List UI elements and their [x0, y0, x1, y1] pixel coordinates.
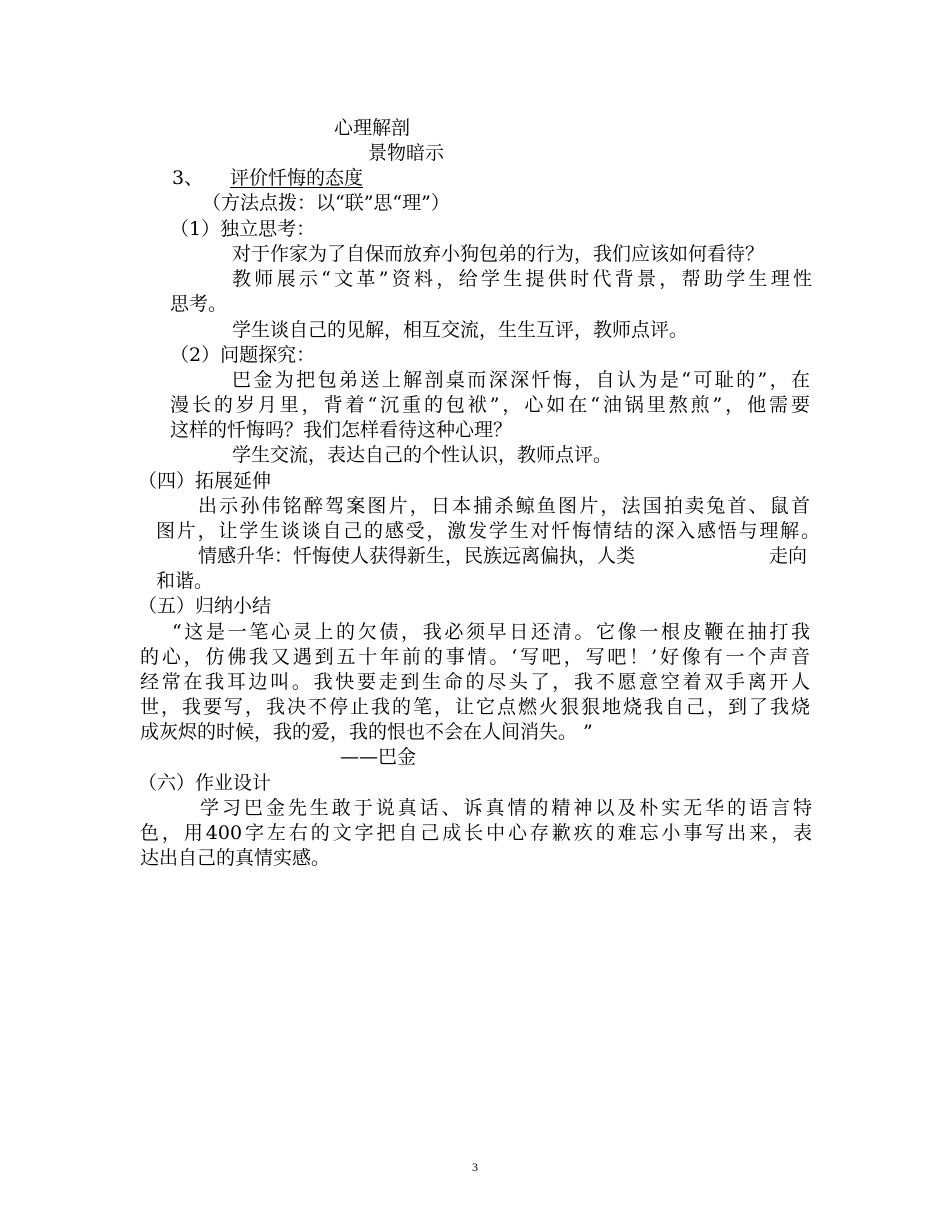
method-note: （方法点拨：以“联”思“理”） — [202, 192, 450, 214]
heading-psych: 心理解剖 — [334, 117, 411, 139]
para-4b-line1a: 情感升华：忏悔使人获得新生，民族远离偏执，人类 — [198, 545, 636, 567]
para-2a-line3: 这样的忏悔吗？我们怎样看待这种心理？ — [170, 419, 513, 441]
para-1b-line2: 思考。 — [170, 293, 228, 315]
quote-line5: 成灰烬的时候，我的爱，我的恨也不会在人间消失。 ” — [140, 721, 593, 743]
page-number: 3 — [472, 1160, 478, 1174]
para-2a-line1: 巴金为把包弟送上解剖桌而深深忏悔，自认为是“可耻的”，在 — [232, 369, 810, 391]
quote-line2: 的心，仿佛我又遇到五十年前的事情。‘写吧，写吧！’好像有一个声音 — [140, 646, 810, 668]
homework-line1: 学习巴金先生敢于说真话、诉真情的精神以及朴实无华的语言特 — [200, 797, 812, 819]
heading-scenery: 景物暗示 — [368, 142, 445, 164]
para-4a-line1: 出示孙伟铭醉驾案图片，日本捕杀鲸鱼图片，法国拍卖兔首、鼠首 — [198, 495, 810, 517]
section-6-heading: （六）作业设计 — [138, 772, 272, 794]
para-1c: 学生谈自己的见解，相互交流，生生互评，教师点评。 — [232, 319, 689, 341]
para-4b-line2: 和谐。 — [156, 570, 214, 592]
homework-line3: 达出自己的真情实感。 — [140, 847, 331, 869]
para-2b: 学生交流，表达自己的个性认识，教师点评。 — [232, 444, 613, 466]
quote-line3: 经常在我耳边叫。我快要走到生命的尽头了，我不愿意空着双手离开人 — [140, 671, 810, 693]
section-4-heading: （四）拓展延伸 — [138, 470, 272, 492]
para-4b-line1b: 走向 — [769, 545, 808, 567]
sub-heading-2: （2）问题探究： — [170, 344, 316, 366]
quote-line4: 世，我要写，我决不停止我的笔，让它点燃火狠狠地烧我自己，到了我烧 — [140, 696, 810, 718]
item-number-3: 3、 — [172, 167, 204, 189]
para-4a-line2: 图片，让学生谈谈自己的感受，激发学生对忏悔情结的深入感悟与理解。 — [156, 520, 820, 542]
quote-line1: “这是一笔心灵上的欠债，我必须早日还清。它像一根皮鞭在抽打我 — [172, 621, 810, 643]
para-1b-line1: 教师展示“文革”资料，给学生提供时代背景，帮助学生理性 — [232, 268, 812, 290]
para-2a-line2: 漫长的岁月里，背着“沉重的包袱”，心如在“油锅里熬煎”，他需要 — [170, 394, 810, 416]
para-1a: 对于作家为了自保而放弃小狗包弟的行为，我们应该如何看待？ — [232, 243, 765, 265]
homework-line2: 色，用400字左右的文字把自己成长中心存歉疚的难忘小事写出来，表 — [140, 822, 812, 844]
section-5-heading: （五）归纳小结 — [138, 595, 272, 617]
item-heading-3: 评价忏悔的态度 — [230, 167, 364, 189]
sub-heading-1: （1）独立思考： — [170, 218, 316, 240]
quote-author: ——巴金 — [340, 746, 417, 768]
